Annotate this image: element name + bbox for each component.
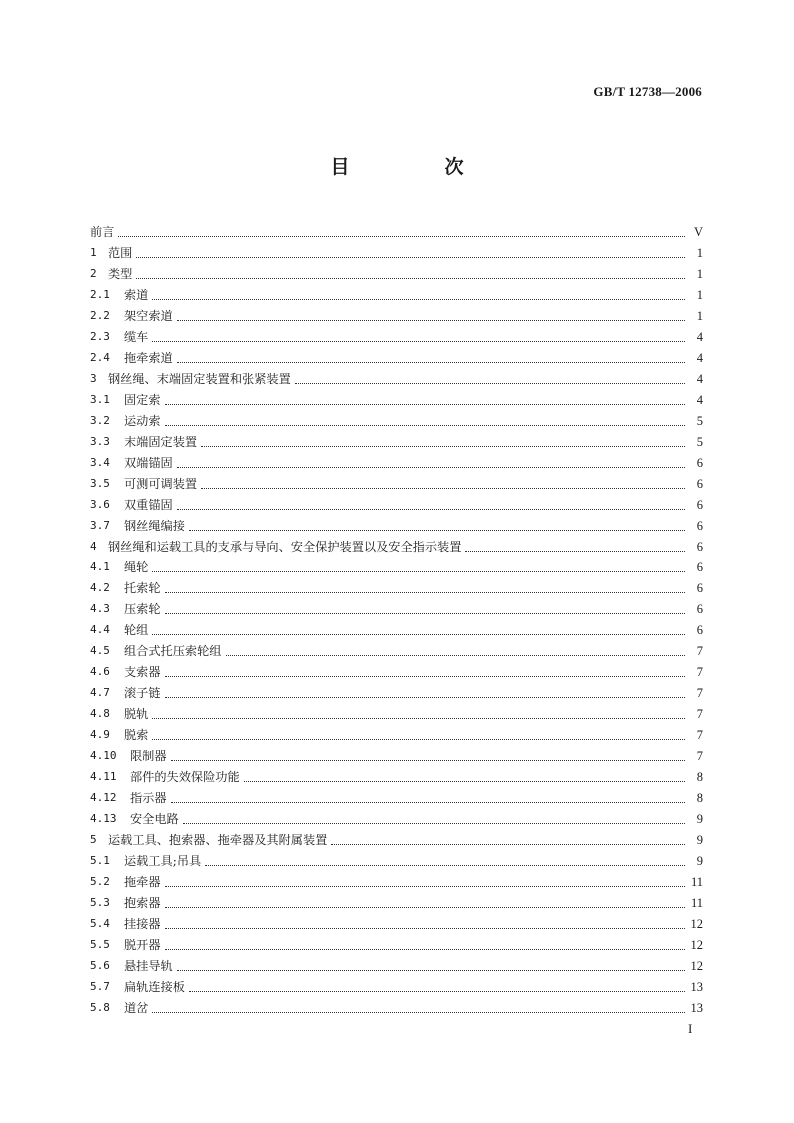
toc-entry[interactable] [90, 429, 703, 450]
toc-entry-page: 4 [696, 329, 703, 344]
toc-entry-page: 8 [696, 770, 703, 785]
toc-entry-title: 指示器 [130, 791, 167, 806]
toc-entry[interactable] [90, 869, 703, 890]
toc-entry-page: 6 [696, 497, 703, 512]
toc-entry-title: 轮组 [124, 623, 149, 638]
toc-entry-number: 4.13 [90, 812, 117, 826]
toc-entry-page: 5 [696, 413, 703, 428]
toc-entry-number: 4.10 [90, 749, 117, 763]
toc-entry-title: 运载工具;吊具 [124, 854, 202, 869]
toc-entry-number: 5.4 [90, 916, 110, 930]
toc-entry[interactable] [90, 785, 703, 806]
toc-entry-number: 4.1 [90, 560, 110, 574]
toc-entry-title: 脱开器 [124, 937, 161, 952]
toc-entry-page: 4 [696, 371, 703, 386]
toc-entry-title: 脱轨 [124, 707, 149, 722]
toc-entry-title: 运载工具、抱索器、拖牵器及其附属装置 [108, 833, 328, 848]
toc-leader-dots [177, 310, 685, 321]
toc-leader-dots [152, 624, 685, 635]
toc-entry-number: 3.4 [90, 455, 110, 469]
toc-leader-dots [152, 289, 685, 300]
toc-leader-dots [136, 247, 685, 258]
toc-entry[interactable] [90, 596, 703, 617]
toc-entry-title: 类型 [108, 266, 133, 281]
toc-entry-page: 6 [696, 560, 703, 575]
toc-entry-page: 12 [690, 937, 703, 952]
toc-entry[interactable] [90, 911, 703, 932]
toc-entry-title: 可测可调装置 [124, 476, 198, 491]
toc-entry[interactable] [90, 282, 703, 303]
toc-leader-dots [177, 352, 685, 363]
toc-entry[interactable] [90, 617, 703, 638]
toc-entry-page: 13 [690, 979, 703, 994]
toc-entry-title: 拖牵索道 [124, 350, 173, 365]
toc-entry[interactable] [90, 848, 703, 869]
toc-entry[interactable] [90, 219, 703, 240]
toc-leader-dots [189, 981, 685, 992]
toc-entry[interactable] [90, 387, 703, 408]
page-number: I [688, 1021, 693, 1036]
toc-leader-dots [465, 541, 685, 552]
toc-entry[interactable] [90, 701, 703, 722]
toc-entry-number: 2.1 [90, 287, 110, 301]
toc-entry-title: 托索轮 [124, 581, 161, 596]
toc-entry-title: 道岔 [124, 1000, 149, 1015]
toc-entry-page: 1 [696, 266, 703, 281]
toc-leader-dots [165, 603, 685, 614]
toc-leader-dots [177, 499, 685, 510]
toc-entry-page: 9 [696, 854, 703, 869]
toc-entry-page: 4 [696, 392, 703, 407]
toc-entry-number: 3.5 [90, 476, 110, 490]
toc-entry-title: 挂接器 [124, 916, 161, 931]
toc-entry-page: 6 [696, 581, 703, 596]
toc-leader-dots [165, 415, 685, 426]
toc-entry-page: 1 [696, 287, 703, 302]
toc-entry-title: 安全电路 [130, 812, 179, 827]
toc-entry-number: 4.8 [90, 707, 110, 721]
toc-entry[interactable] [90, 995, 703, 1016]
toc-leader-dots [165, 876, 685, 887]
toc-entry-title: 支索器 [124, 665, 161, 680]
toc-entry[interactable] [90, 303, 703, 324]
toc-entry-number: 4.11 [90, 770, 117, 784]
toc-entry-title: 组合式托压索轮组 [124, 644, 222, 659]
toc-leader-dots [201, 478, 685, 489]
toc-entry[interactable] [90, 555, 703, 576]
toc-entry-title: 脱索 [124, 728, 149, 743]
toc-entry-page: 6 [696, 476, 703, 491]
toc-leader-dots [165, 939, 685, 950]
toc-entry-title: 滚子链 [124, 686, 161, 701]
toc-entry-number: 2.2 [90, 308, 110, 322]
toc-leader-dots [244, 771, 685, 782]
toc-entry[interactable] [90, 513, 703, 534]
toc-leader-dots [165, 394, 685, 405]
toc-entry-title: 固定索 [124, 392, 161, 407]
toc-entry-page: 7 [696, 686, 703, 701]
toc-entry[interactable] [90, 492, 703, 513]
toc-entry-number: 4.6 [90, 665, 110, 679]
toc-leader-dots [226, 645, 686, 656]
toc-entry-title: 绳轮 [124, 560, 149, 575]
toc-leader-dots [152, 561, 685, 572]
toc-entry[interactable] [90, 890, 703, 911]
toc-entry-number: 5.3 [90, 895, 110, 909]
toc-entry-title: 抱索器 [124, 895, 161, 910]
toc-entry[interactable] [90, 974, 703, 995]
toc-entry[interactable] [90, 932, 703, 953]
toc-entry[interactable] [90, 471, 703, 492]
toc-list [90, 219, 703, 1016]
toc-leader-dots [165, 687, 685, 698]
toc-entry-number: 4.12 [90, 791, 117, 805]
toc-leader-dots [189, 520, 685, 531]
toc-entry-page: 11 [690, 895, 703, 910]
toc-leader-dots [171, 750, 685, 761]
toc-entry-number: 4.2 [90, 581, 110, 595]
toc-leader-dots [171, 792, 685, 803]
toc-leader-dots [165, 666, 685, 677]
toc-leader-dots [201, 436, 685, 447]
toc-entry-page: 6 [696, 602, 703, 617]
toc-entry-title: 缆车 [124, 329, 149, 344]
toc-entry-title: 扁轨连接板 [124, 979, 185, 994]
toc-entry-number: 4 [90, 539, 97, 553]
toc-entry[interactable] [90, 240, 703, 261]
toc-entry-page: 6 [696, 455, 703, 470]
toc-entry[interactable] [90, 806, 703, 827]
toc-entry-number: 2 [90, 266, 97, 280]
toc-entry-number: 3.6 [90, 497, 110, 511]
toc-leader-dots [152, 708, 685, 719]
toc-leader-dots [152, 331, 685, 342]
toc-entry[interactable] [90, 534, 703, 555]
toc-leader-dots [205, 855, 685, 866]
toc-leader-dots [165, 897, 685, 908]
toc-title: 目 次 [330, 156, 502, 178]
toc-entry-title: 钢丝绳、末端固定装置和张紧装置 [108, 371, 291, 386]
toc-entry-number: 4.9 [90, 728, 110, 742]
toc-entry[interactable] [90, 638, 703, 659]
toc-leader-dots [165, 918, 685, 929]
toc-entry-page: 6 [696, 539, 703, 554]
toc-entry-number: 5.8 [90, 1000, 110, 1014]
toc-entry-number: 3 [90, 371, 97, 385]
toc-entry-number: 3.7 [90, 518, 110, 532]
toc-entry-page: 8 [696, 791, 703, 806]
toc-entry-page: V [693, 224, 703, 239]
toc-entry-number: 5.1 [90, 854, 110, 868]
toc-entry-number: 2.3 [90, 329, 110, 343]
toc-entry-page: 12 [690, 958, 703, 973]
toc-entry-number: 4.5 [90, 644, 110, 658]
toc-entry-number: 5 [90, 833, 97, 847]
toc-entry-page: 9 [696, 812, 703, 827]
toc-entry[interactable] [90, 827, 703, 848]
toc-entry-page: 6 [696, 518, 703, 533]
toc-leader-dots [118, 226, 685, 237]
toc-entry-title: 运动索 [124, 413, 161, 428]
standard-code: GB/T 12738—2006 [593, 84, 702, 99]
toc-entry[interactable] [90, 680, 703, 701]
toc-entry-title: 末端固定装置 [124, 434, 198, 449]
toc-entry-number: 5.7 [90, 979, 110, 993]
toc-entry-title: 部件的失效保险功能 [130, 770, 240, 785]
toc-entry[interactable] [90, 366, 703, 387]
toc-entry-title: 拖牵器 [124, 875, 161, 889]
toc-entry-number: 3.3 [90, 434, 110, 448]
toc-leader-dots [183, 813, 685, 824]
toc-entry-title: 架空索道 [124, 308, 173, 323]
toc-entry-number: 5.2 [90, 875, 110, 888]
toc-entry-page: 9 [696, 833, 703, 848]
toc-entry[interactable] [90, 324, 703, 345]
toc-entry-title: 前言 [90, 224, 115, 239]
toc-entry-page: 1 [696, 308, 703, 323]
toc-entry-title: 双端锚固 [124, 455, 173, 470]
toc-entry-page: 12 [690, 916, 703, 931]
toc-entry[interactable] [90, 743, 703, 764]
toc-entry[interactable] [90, 659, 703, 680]
toc-entry-title: 钢丝绳编接 [124, 518, 185, 533]
toc-entry-page: 13 [690, 1000, 703, 1015]
toc-leader-dots [331, 834, 685, 845]
toc-entry[interactable] [90, 575, 703, 596]
toc-entry-title: 范围 [108, 245, 133, 260]
toc-leader-dots [152, 1002, 685, 1013]
toc-leader-dots [177, 960, 685, 971]
toc-leader-dots [177, 457, 685, 468]
toc-leader-dots [152, 729, 685, 740]
toc-entry-title: 限制器 [130, 749, 167, 764]
toc-entry-page: 6 [696, 623, 703, 638]
toc-entry-number: 3.1 [90, 392, 110, 406]
toc-entry-number: 4.3 [90, 602, 110, 616]
toc-entry-page: 7 [696, 707, 703, 722]
toc-entry-page: 5 [696, 434, 703, 449]
toc-entry[interactable] [90, 408, 703, 429]
toc-entry-page: 7 [696, 749, 703, 764]
toc-entry-page: 1 [696, 245, 703, 260]
toc-entry-title: 索道 [124, 287, 149, 302]
toc-entry-page: 7 [696, 728, 703, 743]
toc-entry[interactable] [90, 764, 703, 785]
toc-entry-title: 悬挂导轨 [124, 958, 173, 973]
toc-entry-title: 压索轮 [124, 602, 161, 617]
toc-entry[interactable] [90, 450, 703, 471]
toc-leader-dots [295, 373, 685, 384]
toc-leader-dots [165, 582, 685, 593]
toc-entry[interactable] [90, 345, 703, 366]
toc-entry-page: 4 [696, 350, 703, 365]
toc-entry-page: 7 [696, 644, 703, 659]
toc-entry-page: 7 [696, 665, 703, 680]
toc-leader-dots [136, 268, 685, 279]
toc-entry-title: 双重锚固 [124, 497, 173, 512]
toc-entry-page: 11 [690, 875, 703, 889]
toc-entry-number: 4.4 [90, 623, 110, 637]
toc-entry-number: 4.7 [90, 686, 110, 700]
toc-entry[interactable] [90, 953, 703, 974]
toc-entry-number: 3.2 [90, 413, 110, 427]
toc-entry-number: 5.6 [90, 958, 110, 972]
toc-entry[interactable] [90, 261, 703, 282]
toc-entry-number: 2.4 [90, 350, 110, 364]
toc-entry[interactable] [90, 722, 703, 743]
toc-entry-number: 5.5 [90, 937, 110, 951]
toc-entry-title: 钢丝绳和运载工具的支承与导向、安全保护装置以及安全指示装置 [108, 539, 462, 554]
toc-entry-number: 1 [90, 245, 97, 259]
